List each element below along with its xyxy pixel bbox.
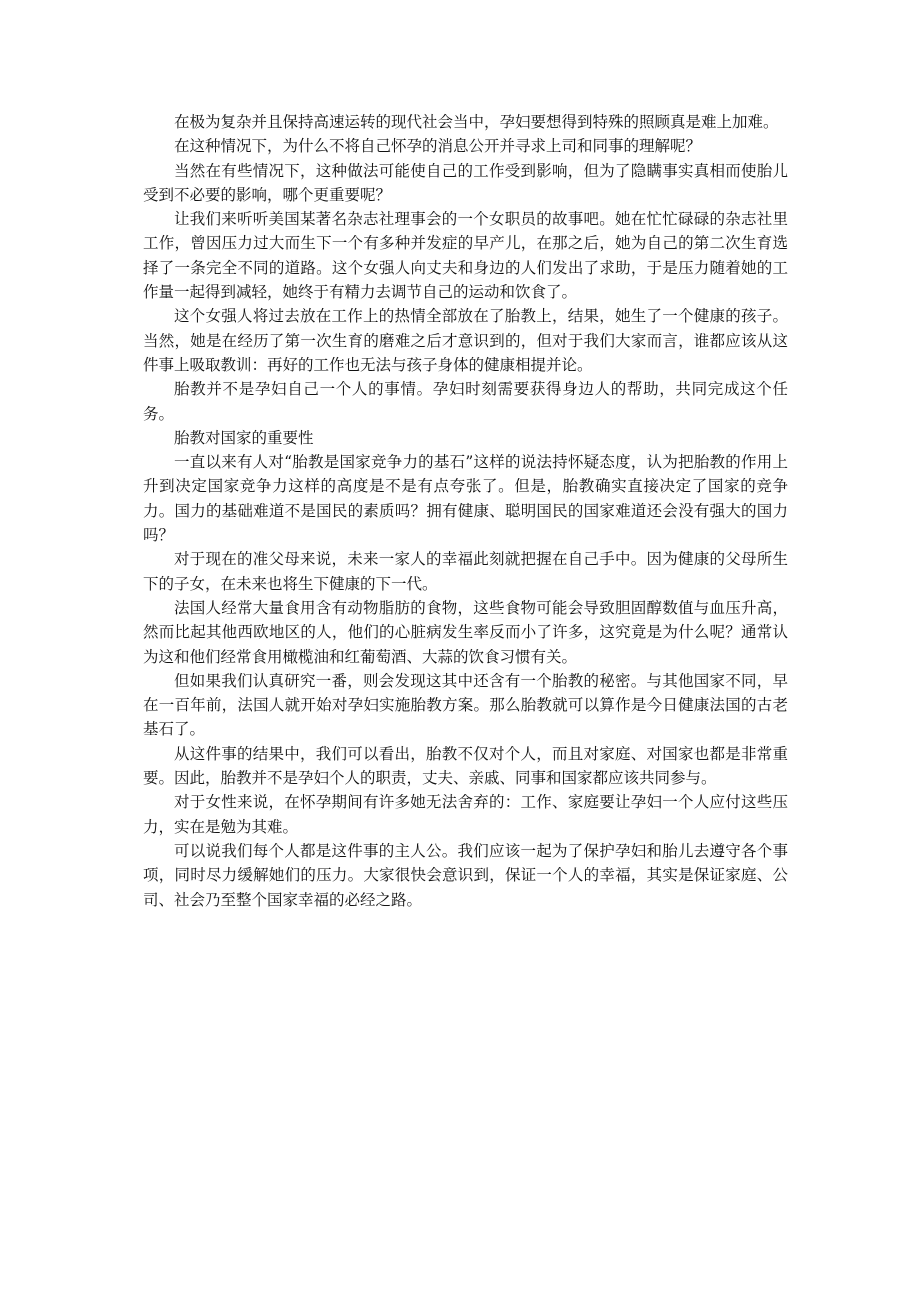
paragraph-12: 从这件事的结果中，我们可以看出，胎教不仅对个人，而且对家庭、对国家也都是非常重要。因此，胎教并不是孕妇个人的职责，丈夫、亲戚、同事和国家都应该共同参与。	[143, 744, 788, 788]
paragraph-6: 胎教并不是孕妇自己一个人的事情。孕妇时刻需要获得身边人的帮助，共同完成这个任务。	[143, 380, 788, 423]
paragraph-8: 一直以来有人对“胎教是国家竞争力的基石”这样的说法持怀疑态度，认为把胎教的作用上升到决定国家竞争力这样的高度是不是有点夸张了。但是，胎教确实直接决定了国家的竞争力。国力的基础难道不是国民的素质吗？拥有健康、聪明国民的国家难道还会没有强大的国力吗？	[143, 453, 788, 545]
paragraph-4: 让我们来听听美国某著名杂志社理事会的一个女职员的故事吧。她在忙忙碌碌的杂志社里工作，曾因压力过大而生下一个有多种并发症的早产儿，在那之后，她为自己的第二次生育选择了一条完全不同的道路。这个女强人向丈夫和身边的人们发出了求助，于是压力随着她的工作量一起得到减轻，她终于有精力去调节自己的运动和饮食了。	[143, 210, 788, 302]
paragraph-13: 对于女性来说，在怀孕期间有许多她无法舍弃的：工作、家庭要让孕妇一个人应付这些压力，实在是勉为其难。	[143, 793, 788, 836]
paragraph-1: 在极为复杂并且保持高速运转的现代社会当中，孕妇要想得到特殊的照顾真是难上加难。	[174, 113, 779, 131]
document-body	[143, 110, 788, 912]
paragraph-5: 这个女强人将过去放在工作上的热情全部放在了胎教上，结果，她生了一个健康的孩子。当然，她是在经历了第一次生育的磨难之后才意识到的，但对于我们大家而言，谁都应该从这件事上吸取教训：再好的工作也无法与孩子身体的健康相提并论。	[143, 307, 788, 374]
paragraph-3: 当然在有些情况下，这种做法可能使自己的工作受到影响，但为了隐瞒事实真相而使胎儿受到不必要的影响，哪个更重要呢？	[143, 161, 788, 204]
paragraph-14: 可以说我们每个人都是这件事的主人公。我们应该一起为了保护孕妇和胎儿去遵守各个事项，同时尽力缓解她们的压力。大家很快会意识到，保证一个人的幸福，其实是保证家庭、公司、社会乃至整个国家幸福的必经之路。	[143, 841, 788, 909]
paragraph-10: 法国人经常大量食用含有动物脂肪的食物，这些食物可能会导致胆固醇数值与血压升高，然而比起其他西欧地区的人，他们的心脏病发生率反而小了许多，这究竟是为什么呢？通常认为这和他们经常食用橄榄油和红葡萄酒、大蒜的饮食习惯有关。	[143, 598, 788, 666]
paragraph-11: 但如果我们认真研究一番，则会发现这其中还含有一个胎教的秘密。与其他国家不同，早在一百年前，法国人就开始对孕妇实施胎教方案。那么胎教就可以算作是今日健康法国的古老基石了。	[143, 671, 788, 739]
paragraph-2: 在这种情况下，为什么不将自己怀孕的消息公开并寻求上司和同事的理解呢？	[174, 137, 702, 156]
section-heading: 胎教对国家的重要性	[174, 428, 314, 447]
paragraph-9: 对于现在的准父母来说，未来一家人的幸福此刻就把握在自己手中。因为健康的父母所生下的子女，在未来也将生下健康的下一代。	[143, 550, 788, 593]
